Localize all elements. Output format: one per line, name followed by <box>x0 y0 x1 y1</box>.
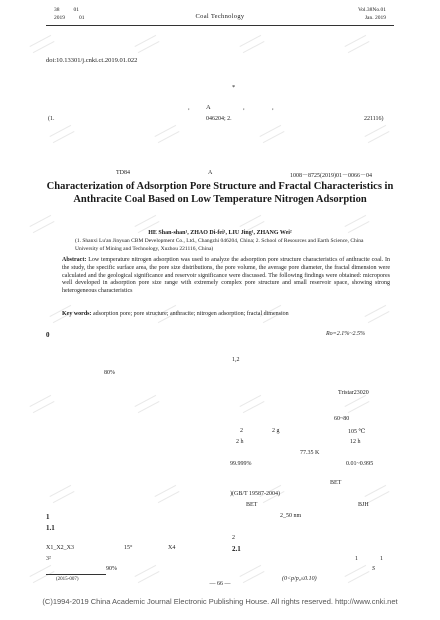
watermark-mark <box>30 395 55 413</box>
header-issue: 01 <box>73 7 79 13</box>
keywords <box>62 311 390 319</box>
article-number: 1008－8725(2019)01－0066－04 <box>290 173 372 179</box>
percent-90: 90% <box>106 566 117 572</box>
pressure-range: 0.01~0.995 <box>346 461 374 467</box>
watermark-mark <box>155 125 180 143</box>
watermark-mark <box>155 485 180 503</box>
angle-15: 15° <box>124 545 133 551</box>
value-3: 3² <box>46 556 51 562</box>
footnote-rule <box>46 574 106 575</box>
header-vol-issue-en: Vol.38No.01 <box>357 7 386 13</box>
header-right <box>358 7 386 22</box>
abstract-label: Abstract: <box>62 257 87 263</box>
author-comma-1: , <box>188 104 190 111</box>
clc-code: TD84 <box>116 170 130 176</box>
watermark-mark <box>260 125 285 143</box>
pore-size-range: 2_50 nm <box>280 513 302 519</box>
keywords-label: Key words: <box>62 311 92 317</box>
section-0: 0 <box>46 331 50 339</box>
keywords-text: adsorption pore; pore structure; anthracite; nitrogen adsorption; fractal dimension <box>93 311 289 317</box>
gb-standard: )(GB/T 19587-2004) <box>230 491 281 497</box>
value-1a: 1 <box>355 556 358 562</box>
bet-label-1: BET <box>330 480 342 486</box>
cn-affil-postcode2: 221116) <box>364 116 384 122</box>
value-2: 2 <box>240 428 243 434</box>
cn-affil-postcode1: 046204; 2. <box>206 116 232 122</box>
tristar-instrument: Tristar23020 <box>338 390 369 396</box>
doi: doi:10.13301/j.cnki.ct.2019.01.022 <box>46 57 138 64</box>
header-year: 2019 <box>54 14 65 21</box>
header-month: 01 <box>79 14 85 21</box>
sample-mass: 2 g <box>272 428 280 434</box>
fund-number: (2015-007) <box>56 577 79 582</box>
watermark-mark <box>30 35 55 53</box>
title-asterisk: * <box>232 84 236 91</box>
header-rule <box>46 25 394 26</box>
author-comma-2: , <box>243 104 245 111</box>
watermark-mark <box>135 395 160 413</box>
watermark-mark <box>365 125 390 143</box>
english-title: Characterization of Adsorption Pore Structure and Fractal Characteristics in Anthracite Coal Based on Low Temperature Nitrogen Adsorption <box>46 181 394 205</box>
author-a-mark: A <box>206 104 211 111</box>
header-journal: Coal Technology <box>195 13 245 20</box>
watermark-mark <box>135 35 160 53</box>
header-vol: 38 <box>54 7 60 13</box>
page-number: — 66 — <box>209 581 231 587</box>
purity: 99.999% <box>230 461 252 467</box>
relative-pressure: (0<p/p₀≤0.10) <box>282 576 317 582</box>
watermark-mark <box>345 35 370 53</box>
bet-label-2: BET <box>246 502 258 508</box>
bjh-label: BJH <box>358 502 369 508</box>
mesh-range: 60~80 <box>334 416 350 422</box>
percent-80: 80% <box>104 370 115 376</box>
watermark-mark <box>50 485 75 503</box>
watermark-mark <box>240 395 265 413</box>
document-code: A <box>208 170 213 176</box>
sample-x4: X4 <box>168 545 176 551</box>
sample-labels: X1_X2_X3 <box>46 545 74 551</box>
watermark-mark <box>365 485 390 503</box>
s-symbol: S <box>372 566 375 572</box>
abstract <box>62 257 390 296</box>
english-affiliations: (1. Shanxi Lu'an Jinyuan CBM Development Co., Ltd., Changzhi 046204, China; 2. School of Resources and Earth Science, China University of Mining and Technology, Xuzhou 221116, China) <box>75 238 364 252</box>
temp-kelvin: 77.35 K <box>300 450 320 456</box>
section-2-1: 2.1 <box>232 545 241 553</box>
watermark-mark <box>345 395 370 413</box>
author-comma-3: , <box>272 104 274 111</box>
section-1: 1 <box>46 513 50 521</box>
value-1b: 1 <box>380 556 383 562</box>
watermark-mark <box>240 35 265 53</box>
section-1-1: 1.1 <box>46 524 55 532</box>
cn-affil-open: (1. <box>48 116 55 122</box>
ref-1-2: 1,2 <box>232 357 240 363</box>
abstract-text: Low temperature nitrogen adsorption was used to analyze the adsorption pore structure characteristics of anthracite coal. In the study, the specific surface area, the pore size distributions, the pore volume, the average pore diameter, the fractal dimension were calculated and the geological significance and reservoir significance were discussed. The following findings were obtained: micropores well developed in adsorption pore size range with extremely complex pore structure and small reservoir space, showing strong heterogeneous characteristics <box>62 257 390 295</box>
copyright-line: (C)1994-2019 China Academic Journal Electronic Publishing House. All rights reserved. http://www.cnki.net <box>42 597 398 606</box>
time-12h: 12 h <box>350 439 361 445</box>
header-date-en: Jan. 2019 <box>364 14 386 21</box>
time-2h: 2 h <box>236 439 244 445</box>
watermark-mark <box>50 125 75 143</box>
drying-temp: 105 ℃ <box>348 429 366 435</box>
watermark-mark <box>260 485 285 503</box>
value-2b: 2 <box>232 535 235 541</box>
ro-value: Ro=2.1%~2.5% <box>326 331 365 337</box>
english-authors: HE Shan-shan¹, ZHAO Di-fei¹, LIU Jing¹, ZHANG Wei² <box>148 230 292 236</box>
